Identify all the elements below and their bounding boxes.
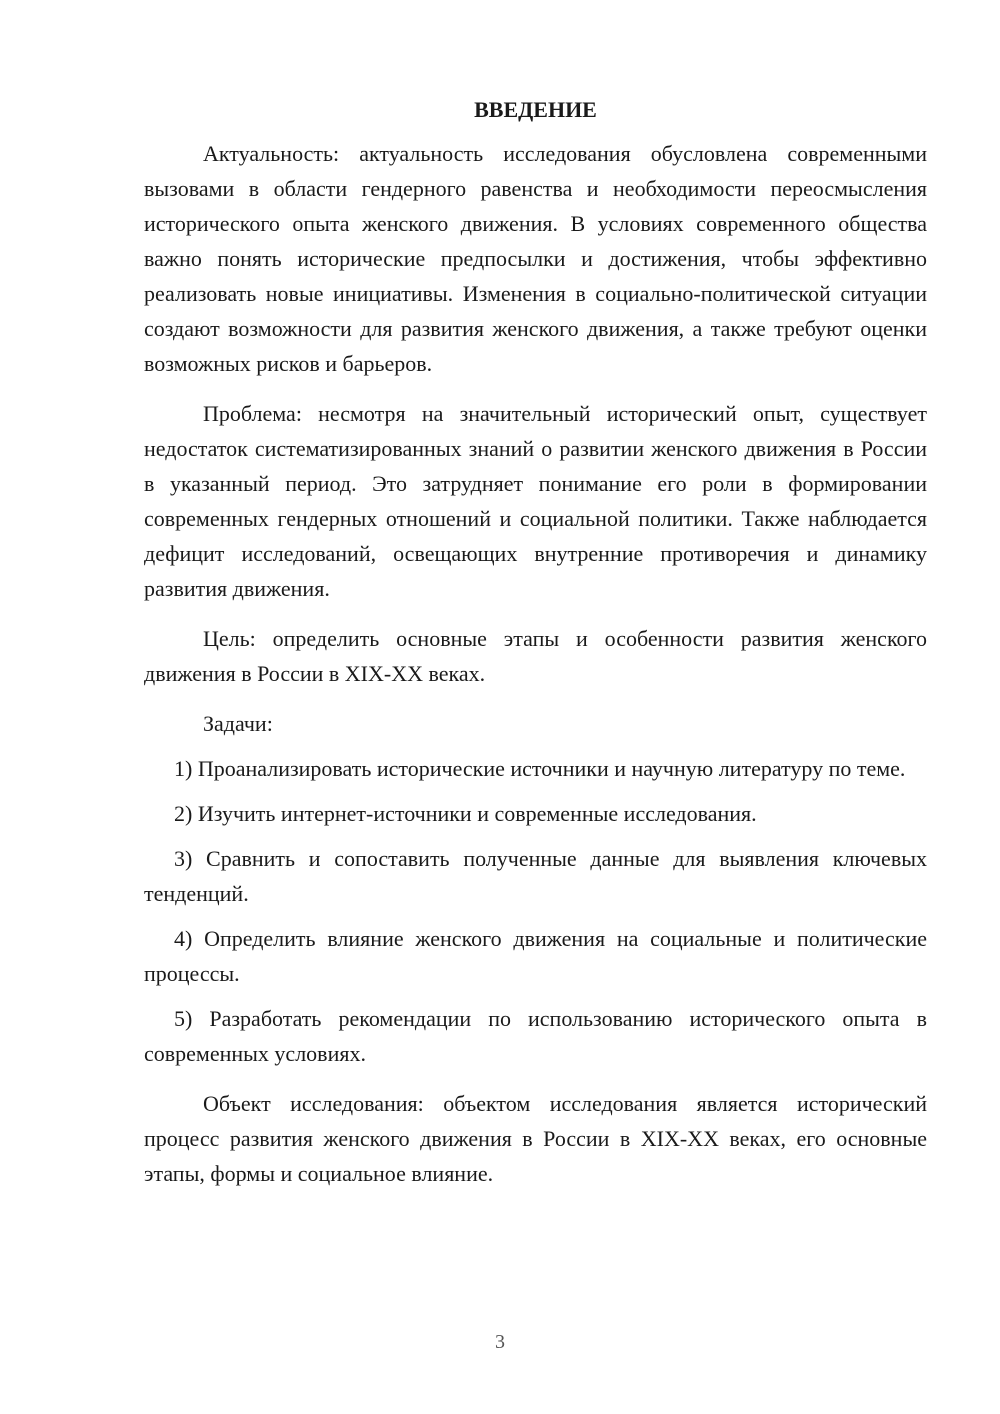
task-item-4: 4) Определить влияние женского движения на социальные и политические процессы. [144,926,927,986]
section-heading: ВВЕДЕНИЕ [474,97,597,122]
tasks-label: Задачи: [203,711,273,736]
task-item-3: 3) Сравнить и сопоставить полученные данные для выявления ключевых тенденций. [144,846,927,906]
paragraph-problem: Проблема: несмотря на значительный исторический опыт, существует недостаток систематизированных знаний о развитии женского движения в России в указанный период. Это затрудняет понимание его роли в формировании современных гендерных отношений и социальной политики. Также наблюдается дефицит исследований, освещающих внутренние противоречия и динамику развития движения. [144,401,927,601]
paragraph-goal: Цель: определить основные этапы и особенности развития женского движения в России в XIX-XX веках. [144,626,927,686]
task-item-2: 2) Изучить интернет-источники и современные исследования. [174,801,757,826]
task-item-5: 5) Разработать рекомендации по использованию исторического опыта в современных условиях. [144,1006,927,1066]
paragraph-object: Объект исследования: объектом исследования является исторический процесс развития женского движения в России в XIX-XX веках, его основные этапы, формы и социальное влияние. [144,1091,927,1186]
document-page [144,90,927,1191]
task-item-1: 1) Проанализировать исторические источники и научную литературу по теме. [174,756,906,781]
paragraph-relevance: Актуальность: актуальность исследования обусловлена современными вызовами в области гендерного равенства и необходимости переосмысления исторического опыта женского движения. В условиях современного общества важно понять исторические предпосылки и достижения, чтобы эффективно реализовать новые инициативы. Изменения в социально-политической ситуации создают возможности для развития женского движения, а также требуют оценки возможных рисков и барьеров. [144,141,927,376]
page-number: 3 [495,1331,505,1353]
